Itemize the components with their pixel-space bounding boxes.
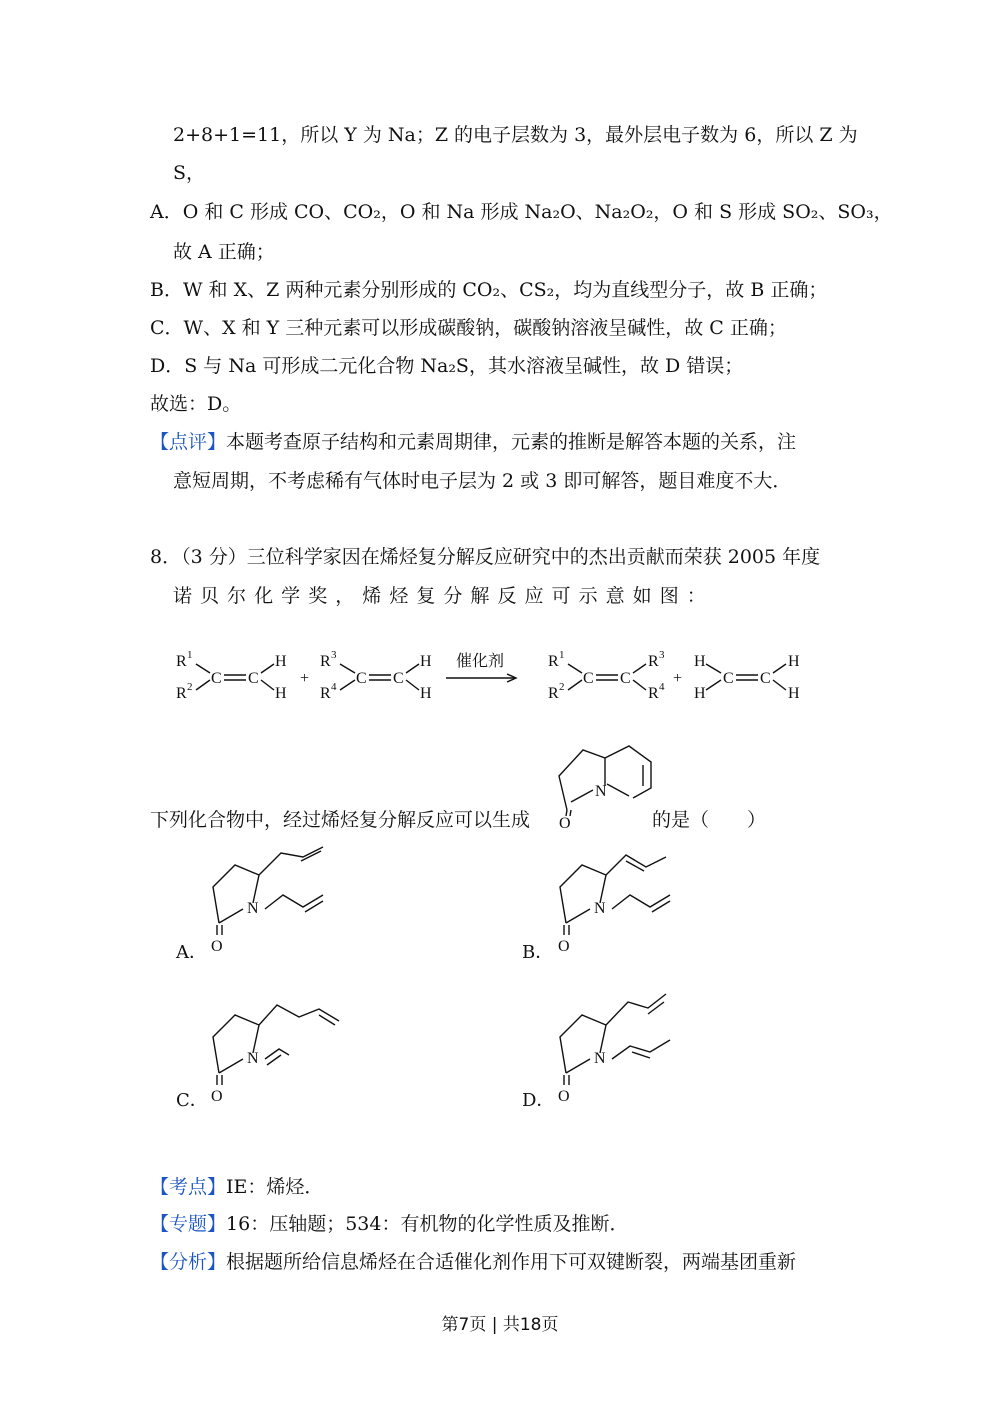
- svg-text:O: O: [558, 938, 570, 955]
- option-c-label: C．: [176, 1090, 208, 1111]
- option-b-explanation: B．W 和 X、Z 两种元素分别形成的 CO₂、CS₂，均为直线型分子，故 B 正确；: [150, 279, 828, 301]
- option-a-structure: [205, 845, 335, 955]
- option-c-structure: [205, 995, 355, 1105]
- option-b-structure: [552, 845, 682, 955]
- fenxi-line: [150, 1250, 796, 1274]
- svg-text:4: 4: [659, 681, 665, 693]
- svg-text:2: 2: [559, 681, 565, 693]
- answer-choice: 故选：D。: [150, 393, 242, 415]
- svg-text:R: R: [320, 653, 331, 670]
- svg-text:C: C: [620, 670, 631, 687]
- svg-text:C: C: [211, 670, 222, 687]
- svg-text:R: R: [176, 685, 187, 702]
- svg-text:R: R: [548, 685, 559, 702]
- svg-text:R: R: [648, 653, 659, 670]
- comment-text: 本题考查原子结构和元素周期律，元素的推断是解答本题的关系，注: [226, 431, 797, 453]
- svg-text:+: +: [673, 670, 683, 687]
- svg-text:4: 4: [331, 681, 337, 693]
- text-line: S，: [173, 162, 206, 184]
- target-product-structure: [545, 730, 655, 830]
- kaodian-tag: 【考点】: [150, 1176, 227, 1198]
- fenxi-tag: 【分析】: [150, 1251, 227, 1273]
- kaodian-line: [150, 1175, 323, 1199]
- svg-text:1: 1: [187, 649, 193, 661]
- svg-text:O: O: [211, 1088, 223, 1105]
- option-a-explanation: A．O 和 C 形成 CO、CO₂，O 和 Na 形成 Na₂O、Na₂O₂，O 和 S 形成 SO₂、SO₃，: [150, 201, 893, 223]
- svg-text:R: R: [176, 653, 187, 670]
- svg-text:O: O: [559, 815, 571, 830]
- comment-text-cont: 意短周期，不考虑稀有气体时电子层为 2 或 3 即可解答，题目难度不大．: [173, 470, 792, 492]
- question-prompt-end: 的是（ ）: [652, 809, 767, 831]
- kaodian-text: IE：烯烃．: [226, 1176, 324, 1198]
- svg-text:+: +: [300, 670, 310, 687]
- svg-text:N: N: [247, 900, 259, 917]
- svg-text:O: O: [211, 938, 223, 955]
- svg-text:H: H: [694, 685, 706, 702]
- option-d-explanation: D．S 与 Na 可形成二元化合物 Na₂S，其水溶液呈碱性，故 D 错误；: [150, 355, 744, 377]
- svg-text:H: H: [788, 653, 800, 670]
- svg-text:O: O: [558, 1088, 570, 1105]
- svg-text:C: C: [723, 670, 734, 687]
- option-d-label: D．: [522, 1090, 555, 1111]
- svg-text:R: R: [320, 685, 331, 702]
- catalyst-label: 催化剂: [456, 653, 505, 670]
- zhuanti-line: [150, 1212, 628, 1236]
- svg-text:C: C: [393, 670, 404, 687]
- svg-text:C: C: [583, 670, 594, 687]
- zhuanti-tag: 【专题】: [150, 1213, 227, 1235]
- svg-text:N: N: [247, 1050, 259, 1067]
- svg-text:N: N: [595, 783, 607, 800]
- svg-text:C: C: [356, 670, 367, 687]
- option-c-explanation: C．W、X 和 Y 三种元素可以形成碳酸钠，碳酸钠溶液呈碱性，故 C 正确；: [150, 317, 787, 339]
- svg-text:2: 2: [187, 681, 193, 693]
- svg-text:H: H: [420, 653, 432, 670]
- svg-text:R: R: [548, 653, 559, 670]
- option-b-label: B．: [522, 942, 554, 963]
- svg-text:1: 1: [559, 649, 565, 661]
- zhuanti-text: 16：压轴题；534：有机物的化学性质及推断．: [226, 1213, 629, 1235]
- comment-tag: 【点评】: [150, 431, 227, 453]
- metathesis-scheme: [170, 640, 830, 710]
- fenxi-text: 根据题所给信息烯烃在合适催化剂作用下可双键断裂，两端基团重新: [226, 1251, 797, 1273]
- svg-text:3: 3: [659, 649, 665, 661]
- comment-block: [150, 430, 796, 454]
- option-a-label: A．: [176, 942, 207, 963]
- text-line: 故 A 正确；: [173, 241, 275, 263]
- svg-text:H: H: [275, 653, 287, 670]
- question-stem-cont: 诺 贝 尔 化 学 奖 ， 烯 烃 复 分 解 反 应 可 示 意 如 图 ：: [173, 585, 707, 607]
- svg-text:3: 3: [331, 649, 337, 661]
- svg-text:C: C: [760, 670, 771, 687]
- svg-text:N: N: [594, 900, 606, 917]
- svg-text:H: H: [788, 685, 800, 702]
- svg-text:H: H: [694, 653, 706, 670]
- svg-text:R: R: [648, 685, 659, 702]
- svg-text:N: N: [594, 1050, 606, 1067]
- question-stem: 8．（3 分）三位科学家因在烯烃复分解反应研究中的杰出贡献而荣获 2005 年度: [150, 546, 821, 568]
- text-line: 2+8+1=11，所以 Y 为 Na；Z 的电子层数为 3，最外层电子数为 6，所以 Z 为: [173, 124, 858, 146]
- svg-text:H: H: [420, 685, 432, 702]
- svg-text:C: C: [248, 670, 259, 687]
- svg-text:H: H: [275, 685, 287, 702]
- option-d-structure: [552, 990, 692, 1105]
- question-prompt: 下列化合物中，经过烯烃复分解反应可以生成: [150, 809, 531, 831]
- page-footer: 第7页 | 共18页: [441, 1315, 559, 1335]
